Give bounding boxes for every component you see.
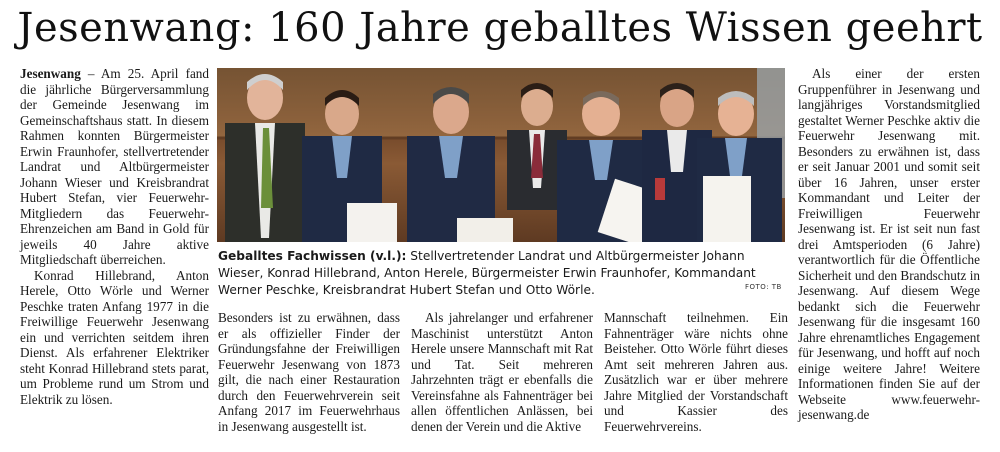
- article-column-3: [411, 310, 593, 434]
- article-column-1: [20, 66, 209, 407]
- photo-caption: [218, 248, 786, 299]
- paragraph-woerle: Mannschaft teilnehmen. Ein Fahnenträger wäre nichts ohne Beisteher. Otto Wörle führt dieses Amt seit mehreren Jahren aus. Zusätzlich war er über mehrere Jahre Mitglied der Vorstandschaft und Kassier des Feuerwehrvereins.: [604, 310, 788, 434]
- caption-text: Stellvertretender Landrat und Altbürgermeister Johann Wieser, Konrad Hillebrand, Anton Herele, Bürgermeister Erwin Fraunhofer, Kommandant Werner Peschke, Kreisbrandrat Hubert Stefan und Otto Wörle.: [218, 249, 756, 297]
- paragraph-hillebrand: Konrad Hillebrand, Anton Herele, Otto Wörle und Werner Peschke traten Anfang 1977 in die Freiwillige Feuerwehr Jesenwang ein und verrichten seitdem ihren Dienst. Als erfahrener Elektriker steht Konrad Hillebrand stets parat, um Probleme rund um Strom und Elektrik zu lösen.: [20, 267, 209, 407]
- dateline: Jesenwang: [20, 66, 81, 81]
- article-column-2: [218, 310, 400, 434]
- caption-head: Geballtes Fachwissen (v.l.):: [218, 249, 407, 263]
- lead-paragraph: [20, 66, 209, 268]
- photo-illustration: [217, 68, 785, 242]
- paragraph-peschke: Als einer der ersten Gruppenführer in Jesenwang und langjähriges Vorstandsmitglied gestaltet Werner Peschke aktiv die Feuerwehr Jesenwang mit. Besonders zu erwähnen ist, dass er seit Januar 2001 und somit seit über 16 Jahren, unser erster Kommandant und Leiter der Freiwilligen Feuerwehr Jesenwang ist. Er ist seit nun fast drei Amtsperioden (6 Jahre) verantwortlich für die Öffentliche Sicherheit und den Brandschutz in Jesenwang. Auf diesem Wege bedankt sich die Feuerwehr Jesenwang für die insgesamt 160 Jahre ehrenamtliches Engagement für Jesenwang, und hofft auf noch einige weitere Jahre! Weitere Informationen finden Sie auf der Webseite www.feuerwehr-jesenwang.de: [798, 66, 980, 422]
- photo-credit: FOTO: TB: [745, 283, 782, 291]
- group-photo: [217, 68, 785, 242]
- article-column-4: [604, 310, 788, 434]
- paragraph-herele: Als jahrelanger und erfahrener Maschinist unterstützt Anton Herele unsere Mannschaft mit Rat und Tat. Seit mehreren Jahrzehnten trägt er ebenfalls die Vereinsfahne als Fahnenträger bei allen öffentlichen Anlässen, bei denen der Verein und die Aktive: [411, 310, 593, 434]
- headline: Jesenwang: 160 Jahre geballtes Wissen geehrt: [17, 5, 983, 51]
- lead-text: – Am 25. April fand die jährliche Bürgerversammlung der Gemeinde Jesenwang im Gemeinschaftshaus statt. In diesem Rahmen konnten Bürgermeister Erwin Fraunhofer, stellvertretender Landrat und Altbürgermeister Johann Wieser und Kreisbrandrat Hubert Stefan, vier Feuerwehr-Mitgliedern das Feuerwehr-Ehrenzeichen am Band in Gold für jeweils 40 Jahre aktive Mitgliedschaft überreichen.: [20, 66, 209, 267]
- paragraph-gruendungsfahne: Besonders ist zu erwähnen, dass er als offizieller Finder der Gründungsfahne der Freiwilligen Feuerwehr Jesenwang von 1873 gilt, die nach einer Restauration durch den Feuerwehrverein seit Anfang 2017 im Feuerwehrhaus in Jesenwang ausgestellt ist.: [218, 310, 400, 434]
- article-column-5: [798, 66, 980, 423]
